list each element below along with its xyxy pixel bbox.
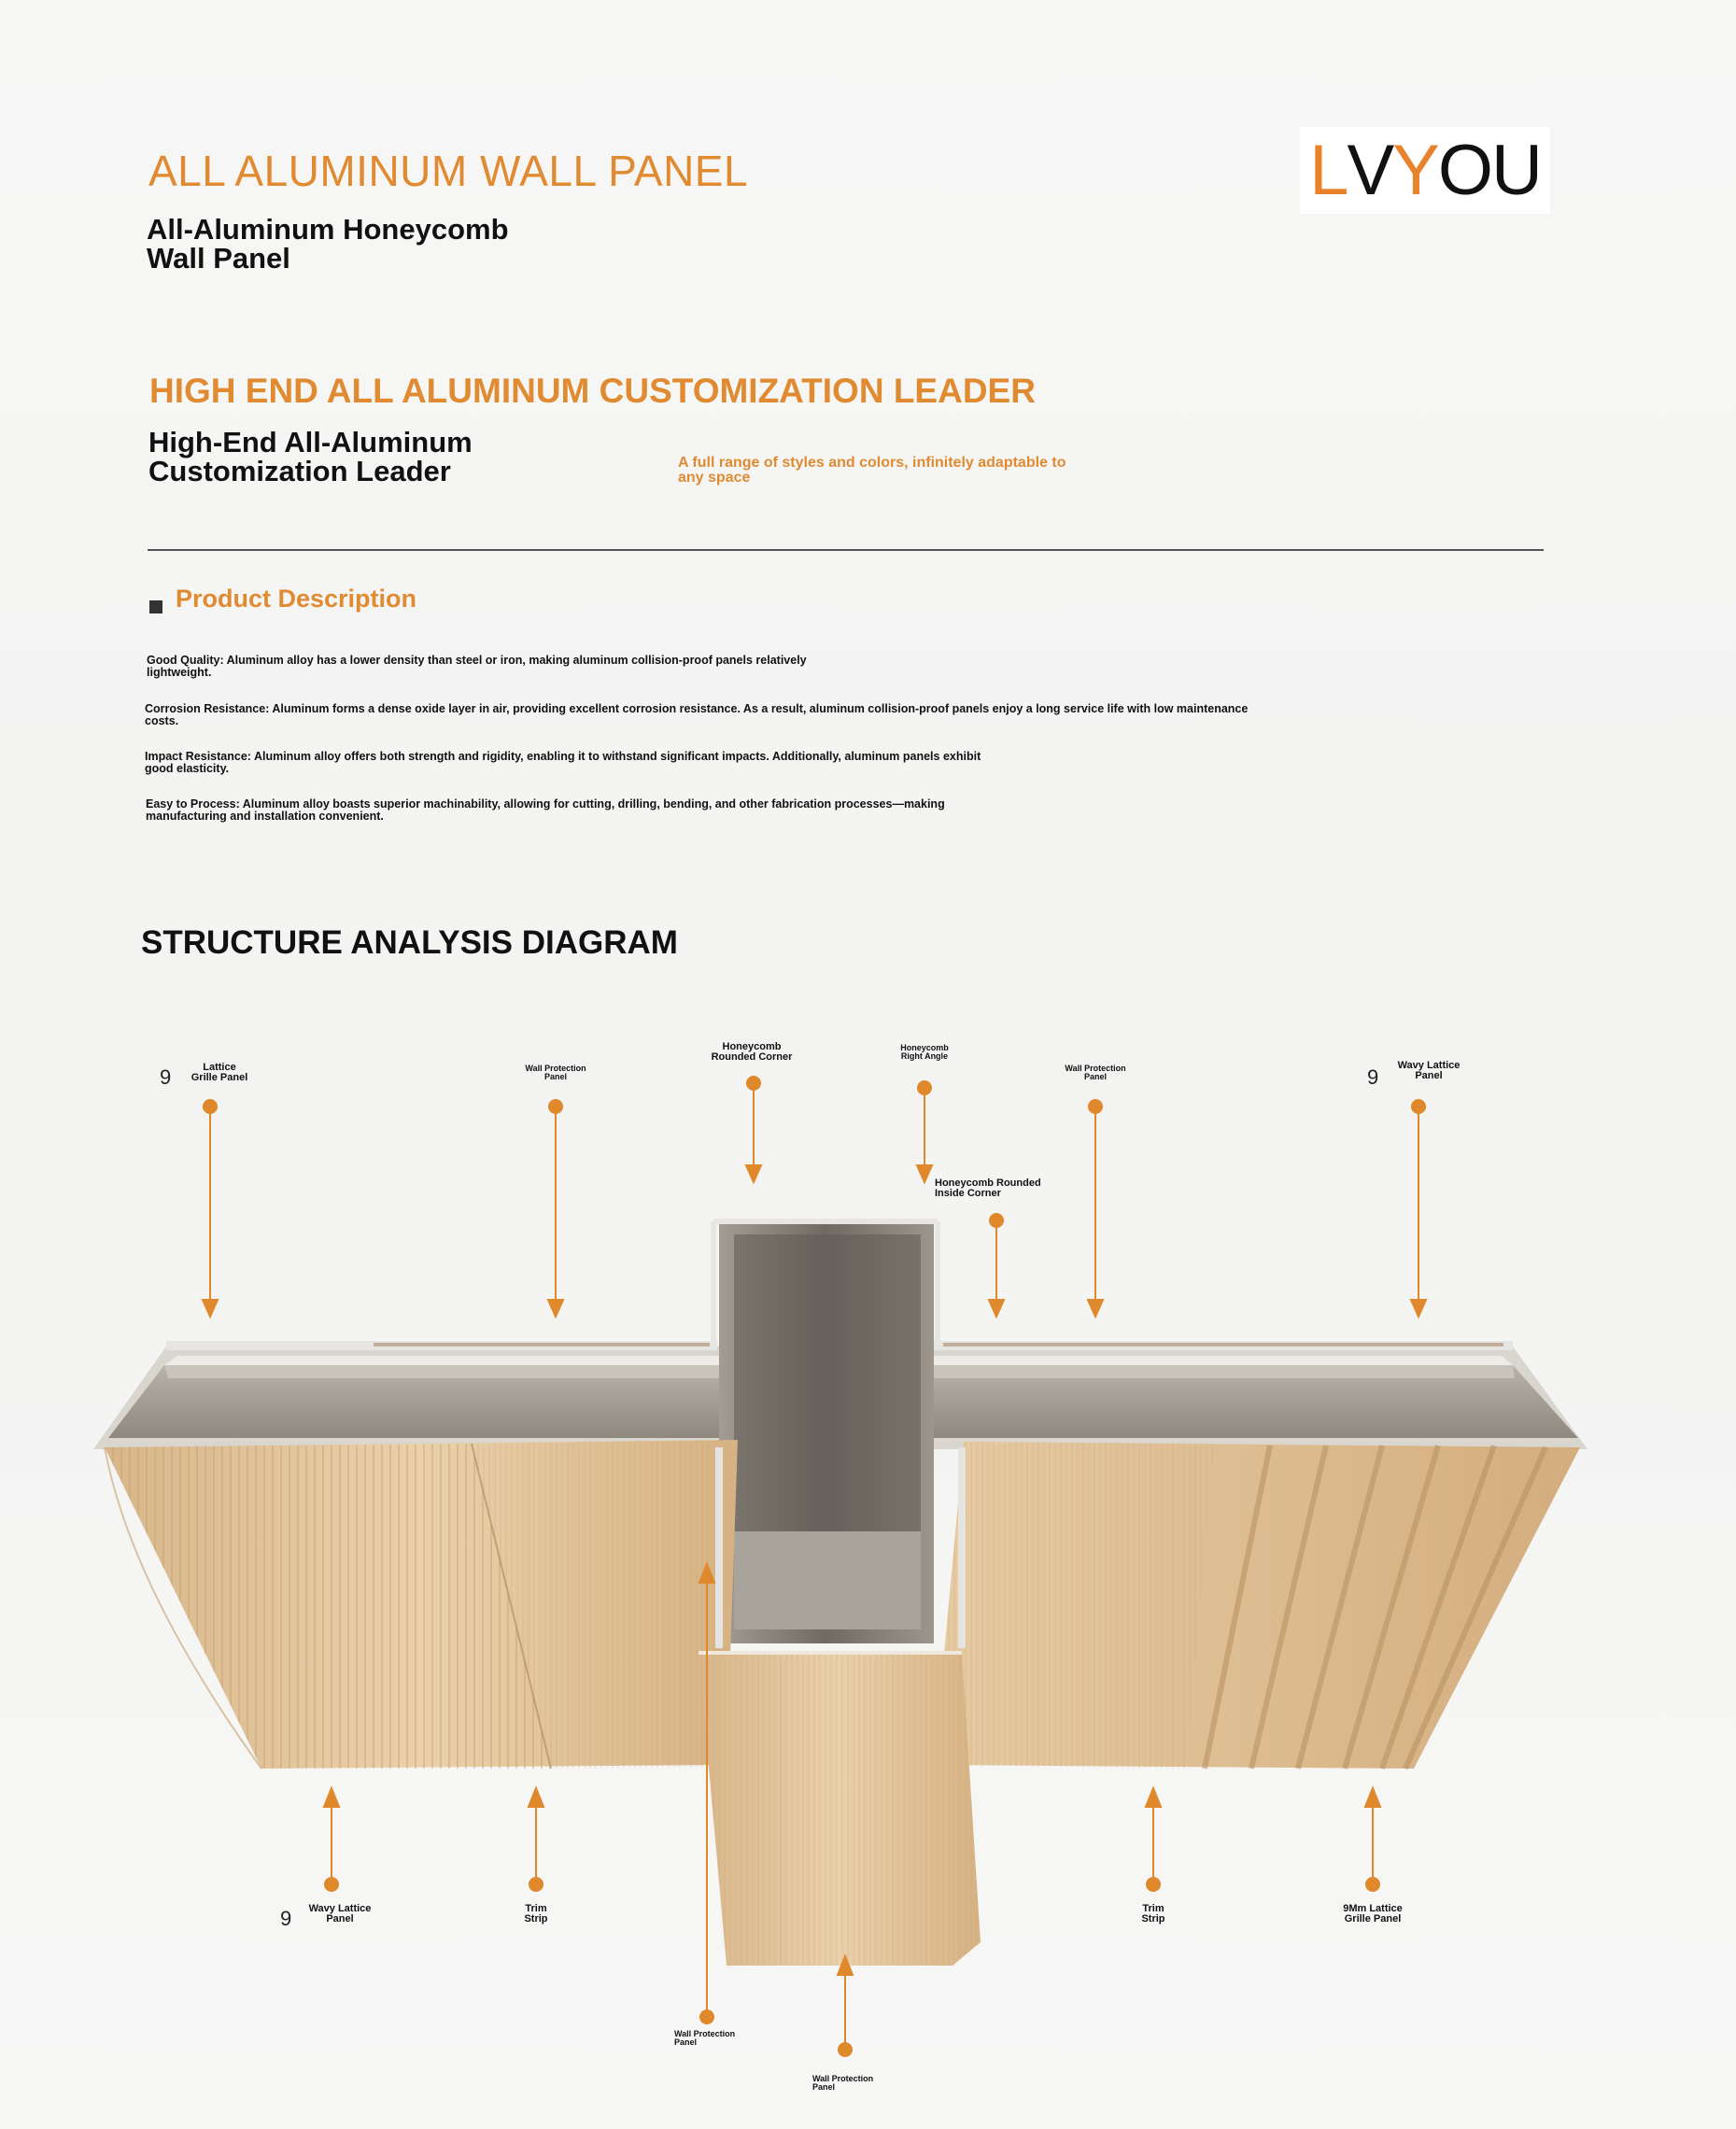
- label-prefix: 9: [1367, 1065, 1379, 1089]
- label-prefix: 9: [280, 1907, 292, 1930]
- label-wall-protection-panel: Wall Protection Panel: [812, 2074, 874, 2092]
- label-trim-strip: Trim Strip: [1141, 1903, 1165, 1925]
- section-heading: HIGH END ALL ALUMINUM CUSTOMIZATION LEADER: [149, 372, 1036, 410]
- description-paragraph: Corrosion Resistance: Aluminum forms a dense oxide layer in air, providing excellent corrosion resistance. As a result, aluminum collision-proof panels enjoy a long service life with low maintenance costs.: [145, 702, 1249, 727]
- tagline: A full range of styles and colors, infinitely adaptable to any space: [678, 455, 1066, 486]
- page-subtitle: All-Aluminum Honeycomb Wall Panel: [147, 213, 509, 275]
- structure-diagram-title: STRUCTURE ANALYSIS DIAGRAM: [141, 924, 678, 961]
- label-wavy-lattice-panel: Wavy Lattice Panel: [1397, 1060, 1461, 1081]
- description-paragraph: Impact Resistance: Aluminum alloy offers both strength and rigidity, enabling it to withstand significant impacts. Additionally, aluminum panels exhibit good elasticity.: [145, 750, 981, 775]
- description-paragraph: Easy to Process: Aluminum alloy boasts superior machinability, allowing for cutting, drilling, bending, and other fabrication processes—making manufacturing and installation convenient.: [146, 797, 945, 823]
- label-wall-protection-panel: Wall Protection Panel: [674, 2029, 736, 2047]
- brand-logo: L V Y OU: [1300, 127, 1550, 214]
- label-9mm-lattice-grille-panel: 9Mm Lattice Grille Panel: [1343, 1903, 1403, 1925]
- label-trim-strip: Trim Strip: [524, 1903, 548, 1925]
- label-wavy-lattice-panel: Wavy Lattice Panel: [308, 1903, 372, 1925]
- section-subheading: High-End All-Aluminum Customization Leader: [148, 426, 473, 487]
- label-honeycomb-right-angle: Honeycomb Right Angle: [900, 1043, 949, 1061]
- label-wall-protection-panel: Wall Protection Panel: [525, 1064, 586, 1081]
- label-honeycomb-inside-corner: Honeycomb Rounded Inside Corner: [935, 1177, 1041, 1199]
- product-description-title: Product Description: [176, 585, 417, 613]
- label-prefix: 9: [160, 1065, 172, 1089]
- label-honeycomb-rounded-corner: Honeycomb Rounded Corner: [711, 1041, 793, 1063]
- description-paragraph: Good Quality: Aluminum alloy has a lower density than steel or iron, making aluminum collision-proof panels relatively lightweight.: [147, 654, 807, 679]
- label-lattice-grille-panel: Lattice Grille Panel: [191, 1062, 248, 1083]
- page-title: ALL ALUMINUM WALL PANEL: [148, 147, 749, 195]
- label-wall-protection-panel: Wall Protection Panel: [1065, 1064, 1126, 1081]
